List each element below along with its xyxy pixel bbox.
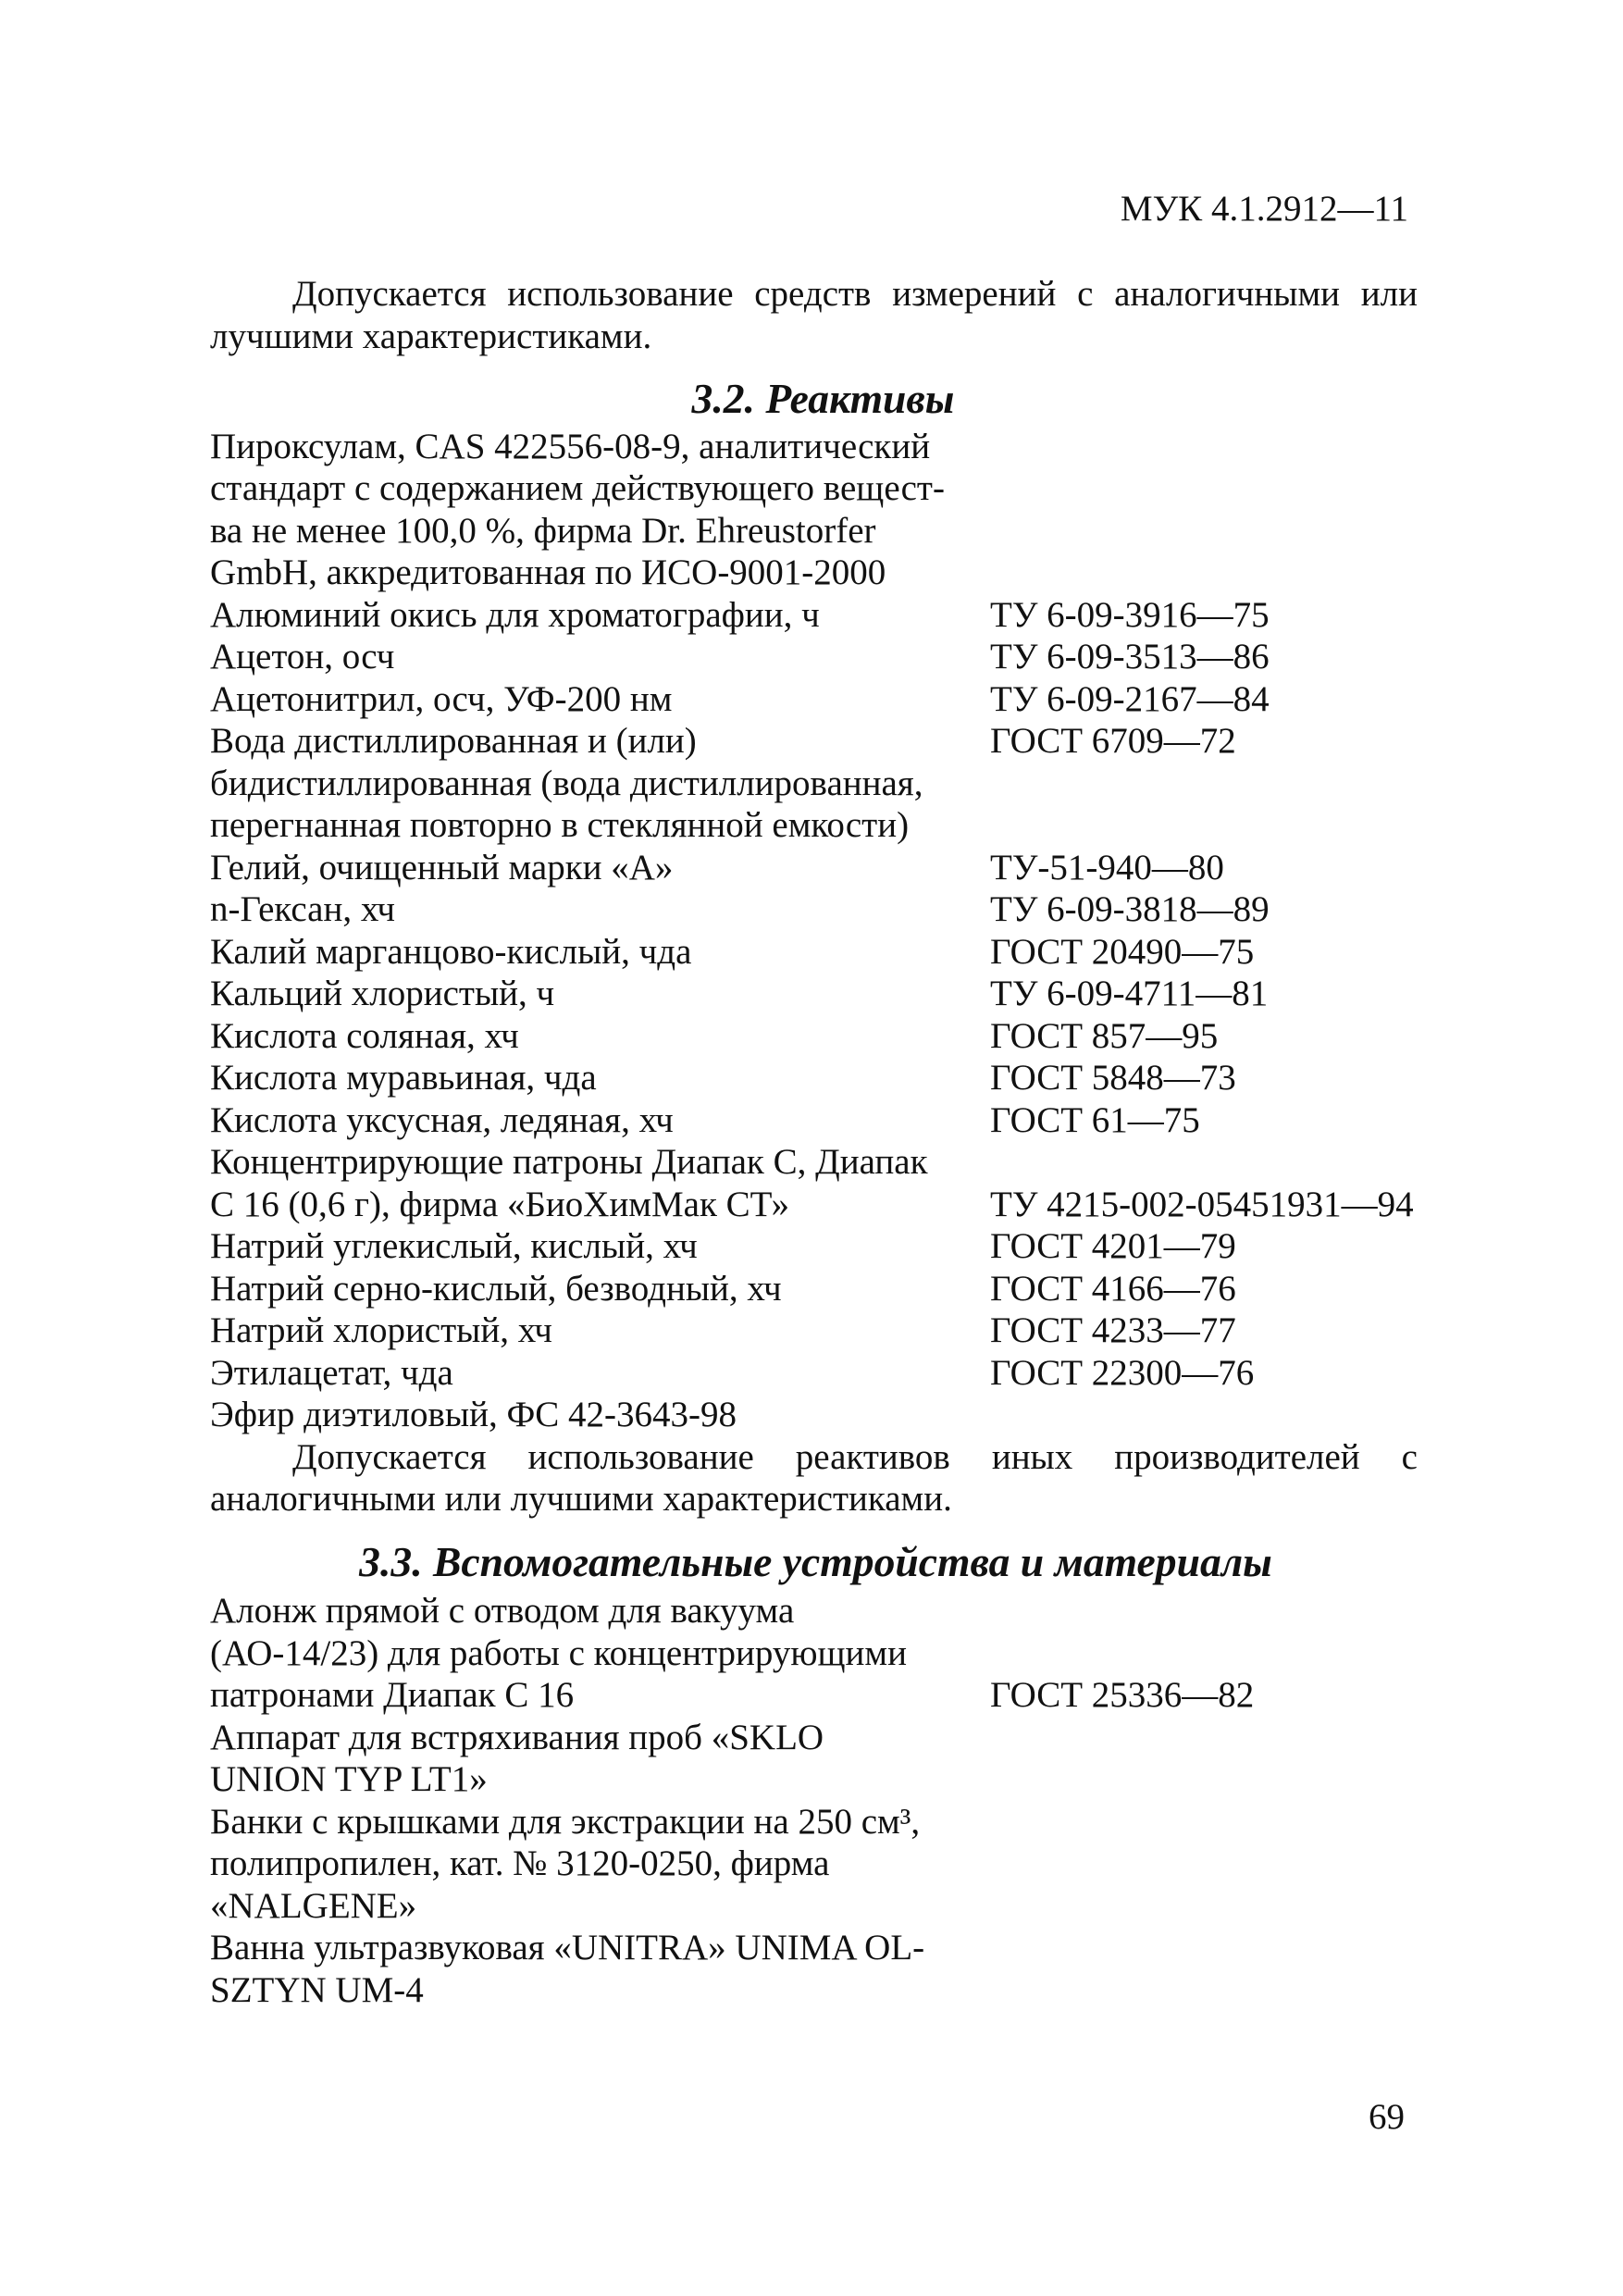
section-title-materials: 3.3. Вспомогательные устройства и материалы	[359, 1537, 1272, 1585]
item-name-line: Кислота соляная, хч	[210, 1015, 519, 1056]
item-standard: ГОСТ 22300—76	[990, 1352, 1255, 1393]
list-item	[210, 763, 1418, 847]
intro-paragraph: Допускается использование средств измерений с аналогичными или лучшими характеристиками.	[210, 274, 1418, 356]
item-name	[210, 594, 990, 637]
item-name-line: GmbH, аккредитованная по ИСО-9001-2000	[210, 552, 886, 592]
page-number: 69	[1369, 2097, 1405, 2137]
item-name-line: Ацетонитрил, осч, УФ-200 нм	[210, 678, 673, 719]
list-item	[210, 931, 1418, 974]
item-name	[210, 1309, 990, 1352]
item-name-line: Алюминий окись для хроматографии, ч	[210, 594, 820, 635]
item-name	[210, 888, 990, 931]
list-item	[210, 720, 1418, 763]
list-item	[210, 1309, 1418, 1352]
list-item	[210, 1225, 1418, 1268]
item-name-line: ва не менее 100,0 %, фирма Dr. Ehreustorfer	[210, 510, 876, 551]
item-name	[210, 1801, 990, 1928]
item-name	[210, 1394, 990, 1436]
list-item	[210, 1717, 1418, 1801]
item-standard: ГОСТ 6709—72	[990, 721, 1236, 761]
item-name	[210, 426, 990, 594]
list-item	[210, 1015, 1418, 1058]
item-standard: ГОСТ 857—95	[990, 1015, 1219, 1056]
item-name-line: перегнанная повторно в стеклянной емкости)	[210, 805, 910, 845]
document-code-header: МУК 4.1.2912—11	[1120, 189, 1408, 229]
item-name-line: Ацетон, осч	[210, 637, 395, 676]
item-name-line: Аппарат для встряхивания проб «SKLO	[210, 1717, 824, 1757]
item-name-line: Кислота уксусная, ледяная, хч	[210, 1099, 674, 1140]
item-name-line: Натрий серно-кислый, безводный, хч	[210, 1268, 782, 1309]
item-name-line: бидистиллированная (вода дистиллированная,	[210, 763, 923, 803]
item-standard: ТУ 6-09-2167—84	[990, 678, 1270, 719]
item-standard: ГОСТ 4166—76	[990, 1268, 1236, 1309]
list-item	[210, 1801, 1418, 1928]
item-name	[210, 720, 990, 763]
item-name	[210, 1590, 990, 1717]
item-standard: ТУ 6-09-3513—86	[990, 637, 1270, 676]
item-name	[210, 636, 990, 678]
item-standard: ГОСТ 4201—79	[990, 1226, 1236, 1266]
item-name	[210, 847, 990, 889]
list-item	[210, 1394, 1418, 1436]
list-item	[210, 1057, 1418, 1099]
item-name-line: Кислота муравьиная, чда	[210, 1058, 597, 1098]
item-standard: ТУ 6-09-3818—89	[990, 889, 1270, 929]
item-name	[210, 1099, 990, 1142]
item-name	[210, 678, 990, 721]
item-name-line: n-Гексан, хч	[210, 889, 395, 929]
item-name-line: SZTYN UM-4	[210, 1969, 424, 2010]
list-item	[210, 1141, 1418, 1225]
item-name-line: Натрий углекислый, кислый, хч	[210, 1226, 698, 1266]
item-name	[210, 763, 990, 847]
list-item	[210, 636, 1418, 678]
list-item	[210, 847, 1418, 889]
list-item	[210, 1268, 1418, 1310]
item-name-line: полипропилен, кат. № 3120-0250, фирма	[210, 1843, 830, 1883]
materials-list	[210, 1590, 1418, 2011]
item-name-line: Ванна ультразвуковая «UNITRA» UNIMA OL-	[210, 1928, 925, 1967]
item-name-line: (АО-14/23) для работы с концентрирующими	[210, 1632, 907, 1673]
item-name-line: Вода дистиллированная и (или)	[210, 721, 697, 761]
item-name-line: Банки с крышками для экстракции на 250 см³,	[210, 1801, 921, 1842]
item-standard: ТУ 6-09-4711—81	[990, 974, 1269, 1013]
item-name	[210, 1141, 990, 1225]
item-name-line: «NALGENE»	[210, 1885, 417, 1926]
item-name-line: Алонж прямой с отводом для вакуума	[210, 1591, 795, 1631]
item-name	[210, 1927, 990, 2011]
item-name	[210, 1268, 990, 1310]
item-name	[210, 1352, 990, 1395]
item-name-line: Натрий хлористый, хч	[210, 1310, 552, 1350]
item-name-line: Гелий, очищенный марки «А»	[210, 847, 674, 887]
list-item	[210, 1099, 1418, 1142]
item-standard: ГОСТ 4233—77	[990, 1310, 1236, 1350]
list-item	[210, 888, 1418, 931]
item-standard: ГОСТ 61—75	[990, 1099, 1200, 1140]
item-name-line: UNION TYP LT1»	[210, 1759, 488, 1799]
item-name-line: патронами Диапак С 16	[210, 1675, 575, 1715]
item-name-line: Эфир диэтиловый, ФС 42-3643-98	[210, 1395, 737, 1434]
item-name	[210, 1225, 990, 1268]
item-standard: ГОСТ 20490—75	[990, 931, 1255, 972]
item-name-line: Калий марганцово-кислый, чда	[210, 931, 692, 972]
item-name-line: С 16 (0,6 г), фирма «БиоХимМак СТ»	[210, 1184, 789, 1224]
item-name-line: Кальций хлористый, ч	[210, 974, 555, 1013]
item-name	[210, 973, 990, 1015]
reagents-list	[210, 426, 1418, 1436]
item-standard: ГОСТ 25336—82	[990, 1675, 1255, 1715]
section-title-reagents: 3.2. Реактивы	[691, 375, 955, 422]
item-name-line: Пироксулам, CAS 422556-08-9, аналитический	[210, 426, 931, 466]
item-name-line: стандарт с содержанием действующего вещест-	[210, 468, 945, 508]
list-item	[210, 426, 1418, 594]
item-name-line: Этилацетат, чда	[210, 1352, 453, 1393]
item-name	[210, 931, 990, 974]
list-item	[210, 1927, 1418, 2011]
item-name	[210, 1717, 990, 1801]
item-standard: ТУ 6-09-3916—75	[990, 594, 1270, 635]
reagents-note: Допускается использование реактивов иных производителей с аналогичными или лучшими характеристиками.	[210, 1436, 1418, 1519]
item-name	[210, 1015, 990, 1058]
list-item	[210, 973, 1418, 1015]
page-body	[210, 273, 1418, 2011]
item-standard: ГОСТ 5848—73	[990, 1058, 1236, 1098]
list-item	[210, 678, 1418, 721]
item-name-line: Концентрирующие патроны Диапак С, Диапак	[210, 1142, 928, 1182]
list-item	[210, 1590, 1418, 1717]
item-standard: ТУ 4215-002-05451931—94	[990, 1184, 1414, 1224]
item-name	[210, 1057, 990, 1099]
list-item	[210, 594, 1418, 637]
item-standard: ТУ-51-940—80	[990, 847, 1224, 887]
list-item	[210, 1352, 1418, 1395]
